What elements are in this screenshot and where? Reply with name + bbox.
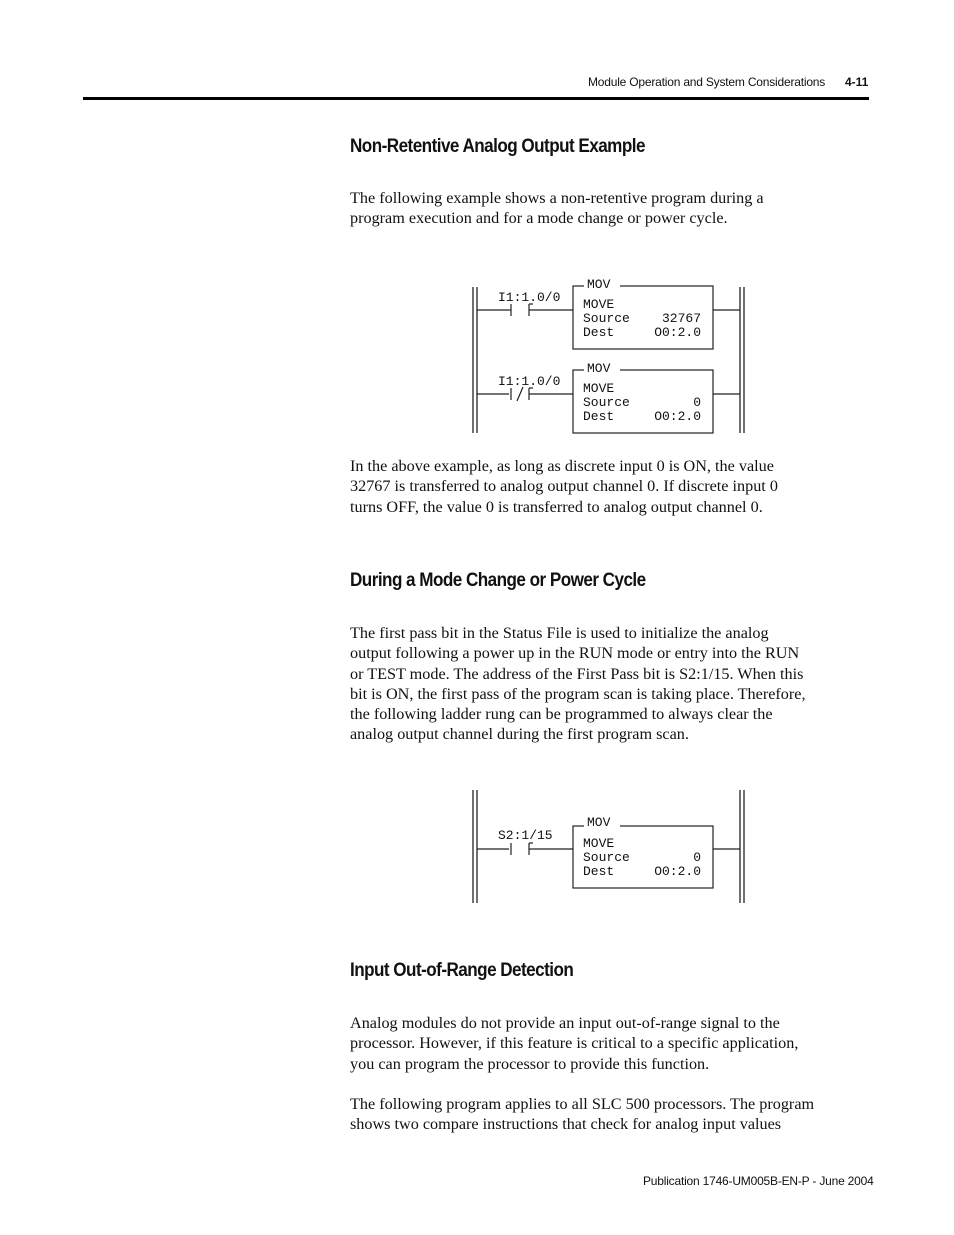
instruction-title: MOVE xyxy=(583,381,615,396)
dest-label: Dest xyxy=(583,864,615,879)
dest-label: Dest xyxy=(583,325,615,340)
text-line: shows two compare instructions that check for analog input values xyxy=(350,1115,782,1134)
text-line: output following a power up in the RUN mode or entry into the RUN xyxy=(350,644,800,663)
contact-address: I1:1.0/0 xyxy=(498,290,561,305)
text-line: The following example shows a non-retentive program during a xyxy=(350,189,764,207)
text-line: you can program the processor to provide this function. xyxy=(350,1054,710,1073)
text-line: processor. However, if this feature is critical to a specific application, xyxy=(350,1034,799,1053)
source-label: Source xyxy=(583,850,630,865)
text-line: The following program applies to all SLC 500 processors. The program xyxy=(350,1095,815,1113)
instruction-mnemonic: MOV xyxy=(587,361,611,376)
contact-address: S2:1/15 xyxy=(498,828,553,843)
ladder-diagram-non-retentive xyxy=(460,275,760,435)
heading-non-retentive: Non-Retentive Analog Output Example xyxy=(350,136,645,157)
text-line: In the above example, as long as discrete input 0 is ON, the value xyxy=(350,457,774,475)
paragraph-non-retentive-explanation xyxy=(350,456,870,517)
running-header-title: Module Operation and System Considerations xyxy=(588,75,826,89)
source-value: 0 xyxy=(693,850,701,865)
text-line: Analog modules do not provide an input out-of-range signal to the xyxy=(350,1014,780,1032)
dest-value: O0:2.0 xyxy=(654,325,701,340)
instruction-mnemonic: MOV xyxy=(587,815,611,830)
header-rule xyxy=(83,97,869,100)
paragraph-non-retentive-intro xyxy=(350,188,870,229)
text-line: The first pass bit in the Status File is used to initialize the analog xyxy=(350,624,769,642)
source-value: 32767 xyxy=(661,311,701,326)
heading-mode-change: During a Mode Change or Power Cycle xyxy=(350,570,646,591)
source-label: Source xyxy=(583,311,630,326)
text-line: bit is ON, the first pass of the program scan is taking place. Therefore, xyxy=(350,684,806,703)
text-line: analog output channel during the first program scan. xyxy=(350,725,689,744)
text-line: 32767 is transferred to analog output channel 0. If discrete input 0 xyxy=(350,477,778,496)
publication-footer: Publication 1746-UM005B-EN-P - June 2004 xyxy=(643,1174,874,1188)
instruction-title: MOVE xyxy=(583,836,615,851)
source-value: 0 xyxy=(693,395,701,410)
paragraph-out-of-range-2 xyxy=(350,1094,870,1135)
dest-label: Dest xyxy=(583,409,615,424)
text-line: program execution and for a mode change or power cycle. xyxy=(350,209,728,228)
paragraph-out-of-range-1 xyxy=(350,1013,870,1074)
dest-value: O0:2.0 xyxy=(654,409,701,424)
instruction-title: MOVE xyxy=(583,297,615,312)
dest-value: O0:2.0 xyxy=(654,864,701,879)
source-label: Source xyxy=(583,395,630,410)
text-line: turns OFF, the value 0 is transferred to analog output channel 0. xyxy=(350,497,763,516)
heading-out-of-range: Input Out-of-Range Detection xyxy=(350,960,574,981)
paragraph-first-pass xyxy=(350,623,870,745)
page-number: 4-11 xyxy=(845,75,869,89)
instruction-mnemonic: MOV xyxy=(587,277,611,292)
text-line: the following ladder rung can be programmed to always clear the xyxy=(350,705,773,724)
ladder-diagram-first-pass xyxy=(460,785,760,905)
contact-address: I1:1.0/0 xyxy=(498,374,561,389)
text-line: or TEST mode. The address of the First Pass bit is S2:1/15. When this xyxy=(350,664,804,683)
